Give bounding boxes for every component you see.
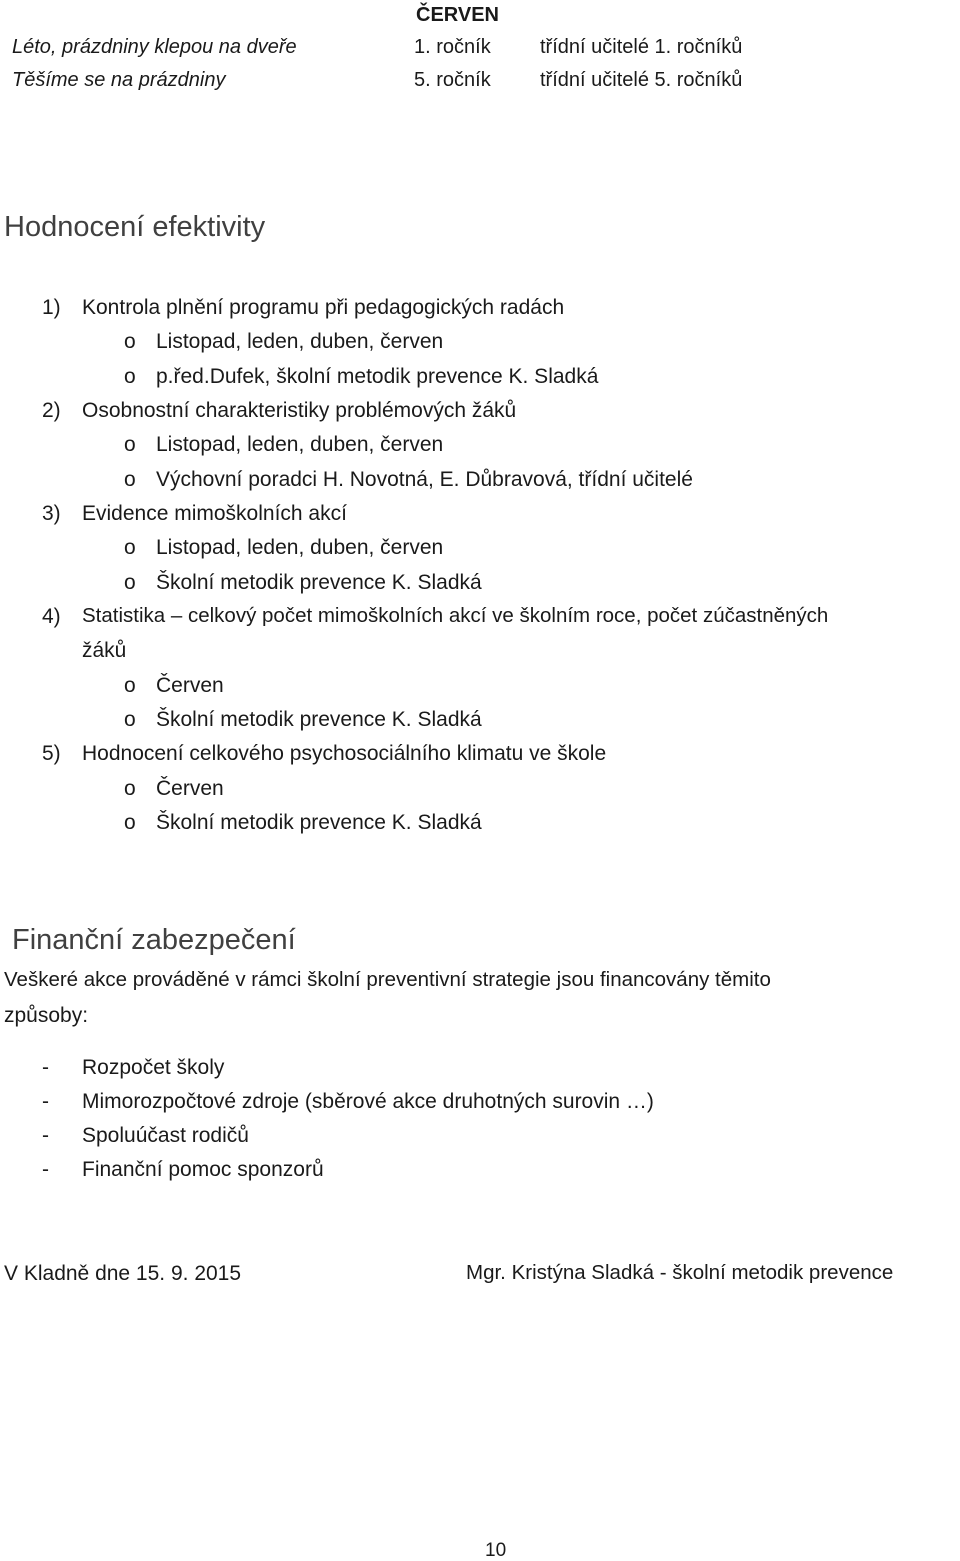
list-item-text: Kontrola plnění programu při pedagogických radách bbox=[82, 296, 565, 319]
sub-item: p.řed.Dufek, školní metodik prevence K. Sladká bbox=[156, 365, 599, 388]
table-row-1-action: Léto, prázdniny klepou na dveře bbox=[12, 36, 297, 58]
list-item-text: Osobnostní charakteristiky problémových žáků bbox=[82, 399, 517, 422]
list-item-text: Evidence mimoškolních akcí bbox=[82, 502, 347, 525]
sub-bullet: o bbox=[124, 571, 136, 594]
table-row-1-grade: 1. ročník bbox=[414, 36, 491, 58]
list-item-number: 3) bbox=[42, 502, 61, 525]
sub-bullet: o bbox=[124, 674, 136, 697]
finance-item: Finanční pomoc sponzorů bbox=[82, 1158, 324, 1181]
list-item-number: 1) bbox=[42, 296, 61, 319]
sub-bullet: o bbox=[124, 536, 136, 559]
signature: Mgr. Kristýna Sladká - školní metodik prevence bbox=[466, 1261, 894, 1284]
sub-item: Červen bbox=[156, 674, 224, 697]
sub-bullet: o bbox=[124, 330, 136, 353]
list-item-number: 4) bbox=[42, 605, 61, 628]
sub-item: Červen bbox=[156, 777, 224, 800]
sub-bullet: o bbox=[124, 811, 136, 834]
sub-item: Školní metodik prevence K. Sladká bbox=[156, 811, 482, 834]
finance-intro-line-2: způsoby: bbox=[4, 1004, 89, 1027]
list-item-number: 5) bbox=[42, 742, 61, 765]
table-row-2-responsible: třídní učitelé 5. ročníků bbox=[540, 69, 743, 91]
table-row-1-responsible: třídní učitelé 1. ročníků bbox=[540, 36, 743, 58]
page-number: 10 bbox=[485, 1540, 507, 1561]
sub-bullet: o bbox=[124, 777, 136, 800]
sub-bullet: o bbox=[124, 433, 136, 456]
finance-item: Spoluúčast rodičů bbox=[82, 1124, 249, 1147]
finance-heading: Finanční zabezpečení bbox=[12, 924, 296, 956]
sub-item: Školní metodik prevence K. Sladká bbox=[156, 571, 482, 594]
list-item-number: 2) bbox=[42, 399, 61, 422]
sub-bullet: o bbox=[124, 365, 136, 388]
dash-bullet: - bbox=[42, 1124, 49, 1147]
finance-item: Mimorozpočtové zdroje (sběrové akce druhotných surovin …) bbox=[82, 1090, 654, 1113]
dash-bullet: - bbox=[42, 1090, 49, 1113]
finance-intro-line-1: Veškeré akce prováděné v rámci školní preventivní strategie jsou financovány těmito bbox=[4, 968, 771, 991]
sub-item: Výchovní poradci H. Novotná, E. Důbravová, třídní učitelé bbox=[156, 468, 693, 491]
sub-bullet: o bbox=[124, 468, 136, 491]
place-date: V Kladně dne 15. 9. 2015 bbox=[4, 1262, 242, 1285]
dash-bullet: - bbox=[42, 1056, 49, 1079]
efficiency-heading: Hodnocení efektivity bbox=[4, 211, 266, 243]
sub-item: Listopad, leden, duben, červen bbox=[156, 433, 444, 456]
sub-item: Listopad, leden, duben, červen bbox=[156, 330, 444, 353]
sub-bullet: o bbox=[124, 708, 136, 731]
table-row-2-grade: 5. ročník bbox=[414, 69, 491, 91]
list-item-text: Hodnocení celkového psychosociálního klimatu ve škole bbox=[82, 742, 607, 765]
sub-item: Školní metodik prevence K. Sladká bbox=[156, 708, 482, 731]
table-row-2-action: Těšíme se na prázdniny bbox=[12, 69, 226, 91]
list-item-text-continued: žáků bbox=[82, 639, 127, 662]
sub-item: Listopad, leden, duben, červen bbox=[156, 536, 444, 559]
list-item-text: Statistika – celkový počet mimoškolních akcí ve školním roce, počet zúčastněných bbox=[82, 604, 829, 627]
month-label: ČERVEN bbox=[416, 4, 499, 26]
finance-item: Rozpočet školy bbox=[82, 1056, 225, 1079]
dash-bullet: - bbox=[42, 1158, 49, 1181]
